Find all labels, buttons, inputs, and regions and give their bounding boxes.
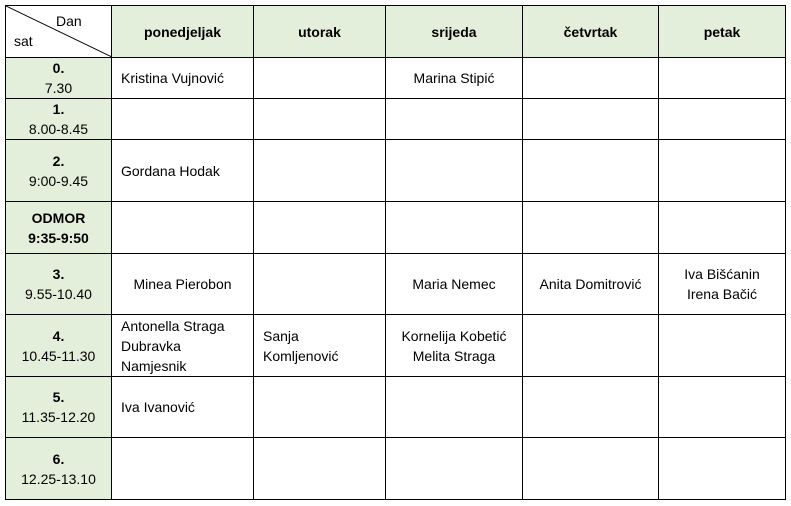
schedule-row (6, 140, 786, 202)
teacher-name: Sanja (263, 327, 299, 344)
period-number: 3. (52, 266, 65, 282)
schedule-row (6, 315, 786, 377)
period-cell (6, 438, 112, 500)
period-cell (6, 315, 112, 377)
schedule-cell (659, 99, 786, 140)
day-header-wednesday: srijeda (386, 6, 523, 58)
period-time: 11.35-12.20 (21, 409, 96, 425)
schedule-cell (112, 254, 254, 315)
schedule-cell (254, 315, 386, 377)
schedule-cell (523, 377, 659, 438)
period-number: ODMOR (31, 209, 86, 226)
schedule-cell (523, 202, 659, 254)
day-header-monday: ponedjeljak (112, 6, 254, 58)
schedule-cell (386, 58, 523, 99)
header-row (6, 6, 786, 58)
teacher-name: Dubravka (121, 337, 181, 354)
schedule-cell (112, 438, 254, 500)
teacher-name: Maria Nemec (412, 276, 496, 292)
period-number: 1. (52, 101, 65, 117)
day-header-tuesday: utorak (254, 6, 386, 58)
period-cell (6, 377, 112, 438)
schedule-cell (112, 377, 254, 438)
corner-day-label: Dan (56, 13, 82, 29)
teacher-name: Anita Domitrović (539, 276, 642, 292)
teacher-name: Iva Ivanović (121, 399, 195, 415)
schedule-cell (659, 377, 786, 438)
schedule-cell (254, 99, 386, 140)
corner-hour-label: sat (14, 33, 33, 49)
period-cell (6, 58, 112, 99)
schedule-row (6, 254, 786, 315)
schedule-cell (523, 58, 659, 99)
schedule-cell (386, 99, 523, 140)
period-time: 9:00-9.45 (28, 172, 89, 189)
schedule-cell (386, 140, 523, 202)
schedule-cell (386, 202, 523, 254)
schedule-body (6, 58, 786, 500)
schedule-table (5, 5, 786, 500)
period-number: 4. (52, 327, 65, 344)
period-time: 9:35-9:50 (28, 229, 89, 246)
period-number: 6. (52, 450, 65, 467)
schedule-row (6, 58, 786, 99)
schedule-cell (659, 140, 786, 202)
period-time: 9.55-10.40 (25, 286, 92, 302)
schedule-cell (659, 254, 786, 315)
teacher-name: Kristina Vujnović (121, 70, 224, 86)
schedule-cell (659, 315, 786, 377)
schedule-cell (386, 377, 523, 438)
schedule-cell (659, 438, 786, 500)
period-number: 2. (52, 152, 65, 169)
schedule-cell (112, 140, 254, 202)
schedule-cell (254, 254, 386, 315)
teacher-name: Komljenović (263, 347, 339, 364)
schedule-cell (112, 99, 254, 140)
period-cell (6, 140, 112, 202)
schedule-cell (386, 254, 523, 315)
schedule-row (6, 377, 786, 438)
teacher-name: Iva Bišćanin (684, 266, 760, 282)
day-header-thursday: četvrtak (523, 6, 659, 58)
schedule-cell (254, 58, 386, 99)
schedule-cell (254, 140, 386, 202)
schedule-cell (523, 438, 659, 500)
schedule-cell (112, 315, 254, 377)
schedule-cell (112, 202, 254, 254)
schedule-cell (659, 202, 786, 254)
schedule-cell (254, 377, 386, 438)
teacher-name: Melita Straga (412, 347, 496, 364)
period-number: 5. (52, 389, 65, 405)
schedule-cell (523, 254, 659, 315)
period-time: 12.25-13.10 (21, 470, 96, 487)
teacher-name: Minea Pierobon (133, 276, 232, 292)
schedule-cell (523, 140, 659, 202)
period-cell (6, 254, 112, 315)
schedule-cell (112, 58, 254, 99)
schedule-cell (386, 438, 523, 500)
day-header-friday: petak (659, 6, 786, 58)
schedule-cell (386, 315, 523, 377)
period-time: 7.30 (44, 80, 73, 96)
teacher-name: Kornelija Kobetić (401, 327, 507, 344)
period-time: 10.45-11.30 (21, 347, 96, 364)
schedule-cell (254, 202, 386, 254)
period-cell (6, 202, 112, 254)
schedule-cell (523, 315, 659, 377)
teacher-name: Irena Bačić (686, 286, 758, 302)
period-cell (6, 99, 112, 140)
schedule-row (6, 202, 786, 254)
teacher-name: Antonella Straga (121, 317, 225, 334)
period-time: 8.00-8.45 (28, 121, 89, 137)
schedule-wrapper (5, 5, 786, 500)
teacher-name: Marina Stipić (413, 70, 495, 86)
period-number: 0. (52, 60, 65, 76)
schedule-cell (659, 58, 786, 99)
schedule-row (6, 99, 786, 140)
schedule-cell (523, 99, 659, 140)
schedule-cell (254, 438, 386, 500)
teacher-name: Gordana Hodak (121, 162, 220, 179)
corner-cell (6, 6, 112, 58)
schedule-row (6, 438, 786, 500)
teacher-name: Namjesnik (121, 357, 187, 374)
